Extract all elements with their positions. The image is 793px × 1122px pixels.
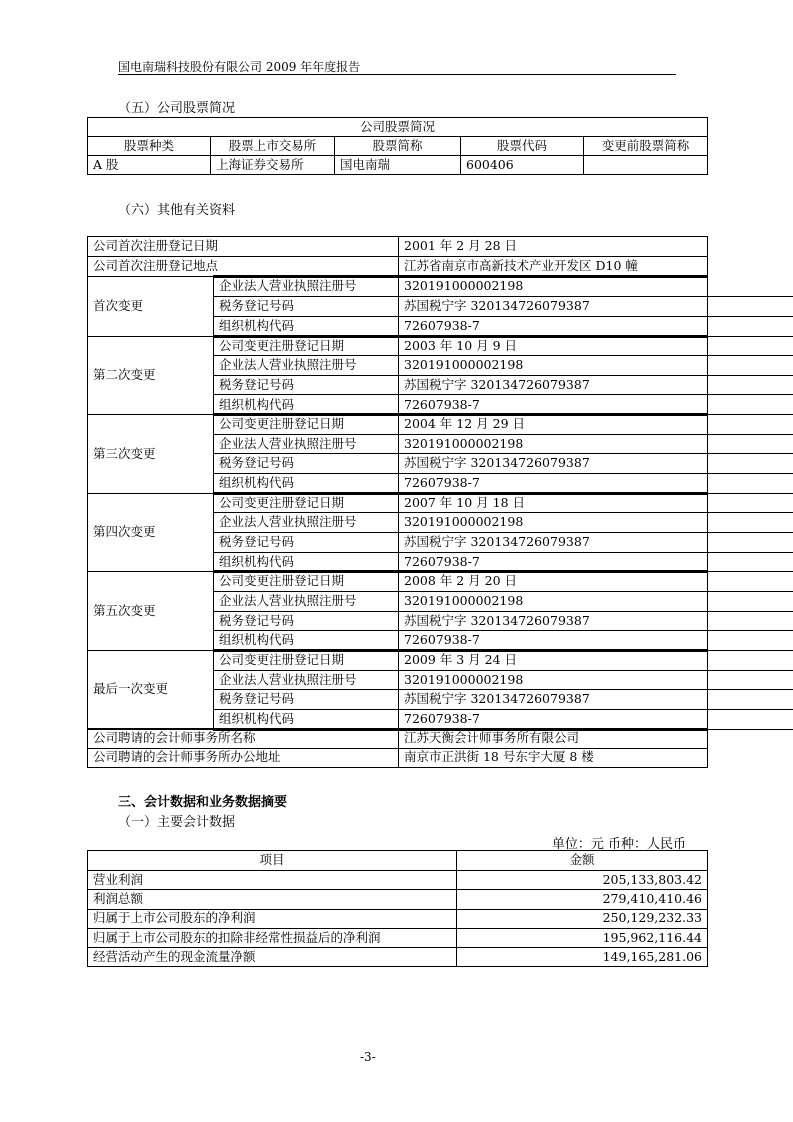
group-separator bbox=[213, 413, 707, 416]
change-item-label: 组织机构代码 bbox=[213, 709, 399, 730]
change-item-value: 2004 年 12 月 29 日 bbox=[398, 414, 708, 435]
change-group-label: 第三次变更 bbox=[87, 414, 214, 494]
row-extension-line bbox=[707, 709, 793, 710]
stock-table-header: 股票上市交易所 bbox=[210, 136, 335, 156]
change-item-label: 企业法人营业执照注册号 bbox=[213, 276, 399, 297]
change-item-value: 苏国税宁字 320134726079387 bbox=[398, 532, 708, 553]
stock-table-cell: 600406 bbox=[460, 155, 584, 175]
change-item-value: 320191000002198 bbox=[398, 434, 708, 455]
change-item-value: 苏国税宁字 320134726079387 bbox=[398, 611, 708, 632]
row-extension-line bbox=[707, 729, 793, 730]
change-item-label: 企业法人营业执照注册号 bbox=[213, 434, 399, 455]
change-item-value: 2008 年 2 月 20 日 bbox=[398, 571, 708, 592]
change-item-value: 苏国税宁字 320134726079387 bbox=[398, 375, 708, 396]
change-item-label: 企业法人营业执照注册号 bbox=[213, 591, 399, 612]
stock-table-cell: A 股 bbox=[87, 155, 211, 175]
change-item-label: 公司变更注册登记日期 bbox=[213, 336, 399, 357]
stock-table-header: 股票代码 bbox=[460, 136, 584, 156]
change-item-label: 公司变更注册登记日期 bbox=[213, 493, 399, 514]
report-header: 国电南瑞科技股份有限公司 2009 年年度报告 bbox=[118, 60, 361, 74]
change-item-value: 2003 年 10 月 9 日 bbox=[398, 336, 708, 357]
change-item-label: 组织机构代码 bbox=[213, 473, 399, 494]
page-number: -3- bbox=[360, 1050, 376, 1064]
finance-item: 归属于上市公司股东的净利润 bbox=[87, 909, 457, 929]
section-5-heading: （五）公司股票简况 bbox=[118, 101, 236, 116]
finance-amount: 149,165,281.06 bbox=[456, 947, 708, 967]
finance-amount: 279,410,410.46 bbox=[456, 889, 708, 909]
info-value: 江苏省南京市高新技术产业开发区 D10 幢 bbox=[398, 256, 708, 277]
stock-table-header: 变更前股票简称 bbox=[583, 136, 708, 156]
stock-table-cell: 国电南瑞 bbox=[334, 155, 461, 175]
group-separator bbox=[213, 275, 707, 278]
row-extension-line bbox=[707, 670, 793, 671]
finance-amount: 195,962,116.44 bbox=[456, 928, 708, 948]
change-item-label: 税务登记号码 bbox=[213, 296, 399, 317]
stock-table-cell: 上海证券交易所 bbox=[210, 155, 335, 175]
change-item-value: 72607938-7 bbox=[398, 394, 708, 415]
group-separator bbox=[213, 649, 707, 652]
finance-amount: 250,129,232.33 bbox=[456, 909, 708, 929]
row-extension-line bbox=[707, 336, 793, 337]
change-item-value: 72607938-7 bbox=[398, 709, 708, 730]
row-extension-line bbox=[707, 434, 793, 435]
info-value: 2001 年 2 月 28 日 bbox=[398, 236, 708, 257]
finance-table-header: 金额 bbox=[456, 850, 708, 871]
change-item-label: 税务登记号码 bbox=[213, 689, 399, 710]
change-group-label: 第二次变更 bbox=[87, 336, 214, 416]
change-group-label: 第四次变更 bbox=[87, 493, 214, 573]
row-extension-line bbox=[707, 355, 793, 356]
change-item-label: 组织机构代码 bbox=[213, 630, 399, 651]
row-extension-line bbox=[707, 296, 793, 297]
row-extension-line bbox=[707, 414, 793, 415]
change-item-value: 72607938-7 bbox=[398, 316, 708, 337]
change-item-value: 320191000002198 bbox=[398, 276, 708, 297]
change-group-label: 第五次变更 bbox=[87, 571, 214, 651]
change-item-label: 组织机构代码 bbox=[213, 316, 399, 337]
change-item-value: 2007 年 10 月 18 日 bbox=[398, 493, 708, 514]
group-separator bbox=[213, 492, 707, 495]
row-extension-line bbox=[707, 689, 793, 690]
change-group-label: 最后一次变更 bbox=[87, 650, 214, 730]
change-item-value: 苏国税宁字 320134726079387 bbox=[398, 689, 708, 710]
change-item-value: 72607938-7 bbox=[398, 473, 708, 494]
row-extension-line bbox=[707, 394, 793, 395]
row-extension-line bbox=[707, 453, 793, 454]
finance-amount: 205,133,803.42 bbox=[456, 870, 708, 890]
change-item-value: 72607938-7 bbox=[398, 630, 708, 651]
row-extension-line bbox=[707, 532, 793, 533]
finance-item: 归属于上市公司股东的扣除非经常性损益后的净利润 bbox=[87, 928, 457, 948]
change-item-label: 税务登记号码 bbox=[213, 532, 399, 553]
change-item-value: 2009 年 3 月 24 日 bbox=[398, 650, 708, 671]
change-item-value: 苏国税宁字 320134726079387 bbox=[398, 296, 708, 317]
stock-table-title: 公司股票简况 bbox=[87, 117, 708, 137]
info-label: 公司首次注册登记日期 bbox=[87, 236, 399, 257]
change-item-label: 税务登记号码 bbox=[213, 375, 399, 396]
change-item-label: 企业法人营业执照注册号 bbox=[213, 355, 399, 376]
change-item-label: 企业法人营业执照注册号 bbox=[213, 512, 399, 533]
finance-item: 利润总额 bbox=[87, 889, 457, 909]
change-item-label: 税务登记号码 bbox=[213, 453, 399, 474]
row-extension-line bbox=[707, 611, 793, 612]
row-extension-line bbox=[707, 591, 793, 592]
row-extension-line bbox=[707, 571, 793, 572]
change-item-value: 320191000002198 bbox=[398, 591, 708, 612]
stock-table-cell bbox=[583, 155, 708, 175]
change-item-value: 320191000002198 bbox=[398, 512, 708, 533]
unit-note: 单位：元 币种：人民币 bbox=[551, 837, 686, 852]
info-label: 公司聘请的会计师事务所办公地址 bbox=[87, 748, 399, 768]
info-label: 公司首次注册登记地点 bbox=[87, 256, 399, 277]
info-value: 南京市正洪街 18 号东宇大厦 8 楼 bbox=[398, 748, 708, 768]
change-item-value: 苏国税宁字 320134726079387 bbox=[398, 453, 708, 474]
change-item-value: 72607938-7 bbox=[398, 552, 708, 573]
info-label: 公司聘请的会计师事务所名称 bbox=[87, 729, 399, 749]
row-extension-line bbox=[707, 650, 793, 651]
header-rule bbox=[118, 74, 676, 75]
stock-table-header: 股票种类 bbox=[87, 136, 211, 156]
row-extension-line bbox=[707, 316, 793, 317]
row-extension-line bbox=[707, 473, 793, 474]
row-extension-line bbox=[707, 630, 793, 631]
change-item-label: 税务登记号码 bbox=[213, 611, 399, 632]
change-item-label: 公司变更注册登记日期 bbox=[213, 650, 399, 671]
section-3-heading: 三、会计数据和业务数据摘要 bbox=[118, 795, 288, 810]
change-item-label: 组织机构代码 bbox=[213, 394, 399, 415]
row-extension-line bbox=[707, 375, 793, 376]
change-item-label: 公司变更注册登记日期 bbox=[213, 414, 399, 435]
change-group-label: 首次变更 bbox=[87, 276, 214, 337]
change-item-value: 320191000002198 bbox=[398, 355, 708, 376]
group-separator bbox=[213, 335, 707, 338]
stock-table-header: 股票简称 bbox=[334, 136, 461, 156]
section-6-heading: （六）其他有关资料 bbox=[118, 203, 236, 218]
finance-table-header: 项目 bbox=[87, 850, 457, 871]
change-item-value: 320191000002198 bbox=[398, 670, 708, 691]
change-item-label: 公司变更注册登记日期 bbox=[213, 571, 399, 592]
section-3-subheading: （一）主要会计数据 bbox=[118, 815, 236, 830]
change-item-label: 组织机构代码 bbox=[213, 552, 399, 573]
row-extension-line bbox=[707, 493, 793, 494]
finance-item: 经营活动产生的现金流量净额 bbox=[87, 947, 457, 967]
row-extension-line bbox=[707, 552, 793, 553]
finance-item: 营业利润 bbox=[87, 870, 457, 890]
change-item-label: 企业法人营业执照注册号 bbox=[213, 670, 399, 691]
row-extension-line bbox=[707, 512, 793, 513]
info-value: 江苏天衡会计师事务所有限公司 bbox=[398, 729, 708, 749]
group-separator bbox=[213, 570, 707, 573]
